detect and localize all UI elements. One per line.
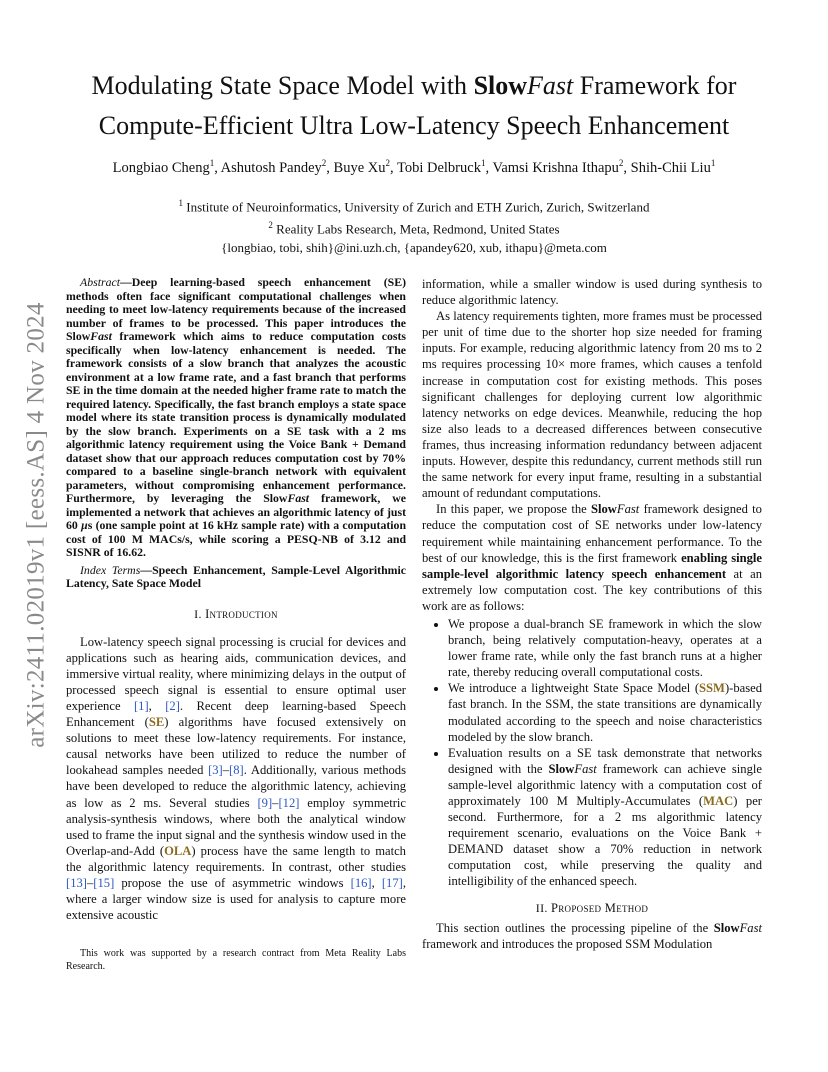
abstract: Abstract—Deep learning-based speech enhancement (SE) methods often face significant computational challenges when needing to meet low-latency requirements because of the increased number of frames to be processed. This paper introduces the SlowFast framework which aims to reduce computation costs specifically when low-latency enhancement is needed. The framework consists of a slow branch that analyzes the acoustic environment at a low frame rate, and a fast branch that performs SE in the time domain at the needed higher frame rate to match the required latency. Specifically, the fast branch employs a state space model where its state transition process is dynamically modulated by the slow branch. Experiments on a SE task with a 2 ms algorithmic latency requirement using the Voice Bank + Demand dataset show that our approach reduces computation cost by 70% compared to a baseline single-branch network with equivalent parameters, without compromising enhancement performance. Furthermore, by leveraging the SlowFast framework, we implemented a network that achieves an algorithmic latency of just 60 μs (one sample point at 16 kHz sample rate) with a computation cost of 100 M MACs/s, while scoring a PESQ-NB of 3.12 and SISNR of 16.62. [66, 275, 407, 559]
citation-link[interactable]: [9] [257, 795, 273, 810]
arxiv-identifier: arXiv:2411.02019v1 [eess.AS] 4 Nov 2024 [23, 302, 51, 748]
acronym-link-mac[interactable]: MAC [703, 794, 734, 808]
citation-link[interactable]: [15] [93, 876, 115, 890]
author-list: Longbiao Cheng$^1$, Ashutosh Pandey$^2$, Buye Xu$^2$, Tobi Delbruck$^1$, Vamsi Krishna Ithapu$^2$, Shih-Chii Liu$^1$ [112, 158, 716, 176]
citation-link[interactable]: [8] [229, 763, 244, 778]
section-heading-introduction: I. Introduction [194, 606, 278, 621]
author-emails: {longbiao, tobi, shih}@ini.uzh.ch, {apandey620, xub, ithapu}@meta.com [221, 239, 607, 255]
citation-link[interactable]: [16] [350, 876, 372, 890]
citation-link[interactable]: [13] [66, 876, 87, 890]
intro-paragraph: Low-latency speech signal processing is crucial for devices and applications such as hearing aids, communication devices, and immersive virtual reality, where minimizing delays in the output of processed speech signal is essential to ensure optimal user experience [1], [2]. Recent deep learning-based Speech Enhancement (SE) algorithms have focused extensively on solutions to meet these low-latency requirements. For instance, causal networks have been utilized to reduce the number of lookahead samples needed [3]–[8]. Additionally, various methods have been developed to reduce the algorithmic latency, achieving as low as 2 ms. Several studies [9]–[12] employ symmetric analysis-synthesis windows, where both the analytical window used to frame the input signal and the synthesis window used in the Overlap-and-Add (OLA) process have the same length to match the algorithmic latency requirements. In contrast, other studies [13]–[15] propose the use of asymmetric windows [16], [17], where a larger window size is used for analysis to capture more extensive acoustic [66, 634, 407, 923]
paragraph: information, while a smaller window is used during synthesis to reduce algorithmic latency. [422, 277, 762, 308]
author: Tobi Delbruck$^1$ [397, 158, 486, 176]
paper-title: Modulating State Space Model with SlowFast Framework for Compute-Efficient Ultra Low-Latency Speech Enhancement [91, 71, 737, 140]
paragraph: In this paper, we propose the SlowFast framework designed to reduce the computation cost of SE networks under low-latency requirement while maintaining enhancement performance. To the best of our knowledge, this is the first framework enabling single sample-level algorithmic latency speech enhancement at an extremely low computation cost. The key contributions of this work are as follows: [422, 502, 762, 613]
author: Longbiao Cheng$^1$ [112, 158, 215, 176]
funding-footnote: This work was supported by a research contract from Meta Reality Labs Research. [66, 948, 406, 972]
paragraph: This section outlines the processing pipeline of the SlowFast framework and introduces the proposed SSM Modulation [422, 920, 762, 951]
left-column [66, 276, 406, 923]
citation-link[interactable]: [12] [278, 795, 300, 810]
citation-link[interactable]: [17] [381, 876, 403, 890]
index-terms: Index Terms—Speech Enhancement, Sample-Level Algorithmic Latency, Sate Space Model [66, 562, 406, 590]
author: Shih-Chii Liu$^1$ [630, 158, 716, 176]
author: Ashutosh Pandey$^2$ [220, 158, 327, 176]
citation-link[interactable]: [1] [133, 698, 149, 713]
author: Buye Xu$^2$ [333, 158, 390, 176]
affiliation: $^1$ Institute of Neuroinformatics, University of Zurich and ETH Zurich, Zurich, Switzerland [178, 198, 650, 215]
acronym-link-ola[interactable]: OLA [164, 843, 192, 858]
right-column [422, 276, 762, 952]
acronym-link-ssm[interactable]: SSM [699, 681, 725, 696]
section-heading-proposed-method: II. Proposed Method [535, 900, 649, 915]
contributions-list [422, 616, 762, 890]
affiliations [40, 194, 788, 257]
citation-link[interactable]: [2] [165, 698, 180, 713]
citation-link[interactable]: [3] [208, 763, 223, 778]
list-item: • Evaluation results on a SE task demonstrate that networks designed with the SlowFast framework can achieve single sample-level algorithmic latency with a computation cost of approximately 100 M Multiply-Accumulates (MAC) per second. Furthermore, for a 2 ms algorithmic latency requirement scenario, evaluations on the Voice Bank + DEMAND dataset show a 70% reduction in network computation cost, while preserving the quality and intelligibility of the enhanced speech. [448, 745, 762, 890]
acronym-link-se[interactable]: SE [148, 715, 165, 730]
paragraph: As latency requirements tighten, more frames must be processed per unit of time due to the shorter hop size needed for framing inputs. For example, reducing algorithmic latency from 20 ms to 2 ms requires processing 10× more frames, which causes a tenfold increase in computation cost for existing methods. This poses significant challenges for deploying current low algorithmic latency networks on edge devices. Meanwhile, reducing the hop size also leads to a decreased differences between consecutive frames, thus increasing information redundancy between adjacent inputs. However, despite this redundancy, current methods still run the same network for every input frame, resulting in a substantial amount of redundant computations. [422, 309, 762, 501]
list-item: • We propose a dual-branch SE framework in which the slow branch, being relatively computation-heavy, operates at a lower frame rate, while only the fast branch runs at a higher rate, thereby reducing overall computational costs. [448, 616, 762, 680]
author: Vamsi Krishna Ithapu$^2$ [492, 158, 624, 176]
list-item: • We introduce a lightweight State Space Model (SSM)-based fast branch. In the SSM, the state transitions are dynamically modulated according to the speech and noise characteristics modeled by the slow branch. [448, 680, 762, 744]
affiliation: $^2$ Reality Labs Research, Meta, Redmond, United States [268, 220, 560, 237]
arxiv-sidebar [22, 280, 52, 770]
